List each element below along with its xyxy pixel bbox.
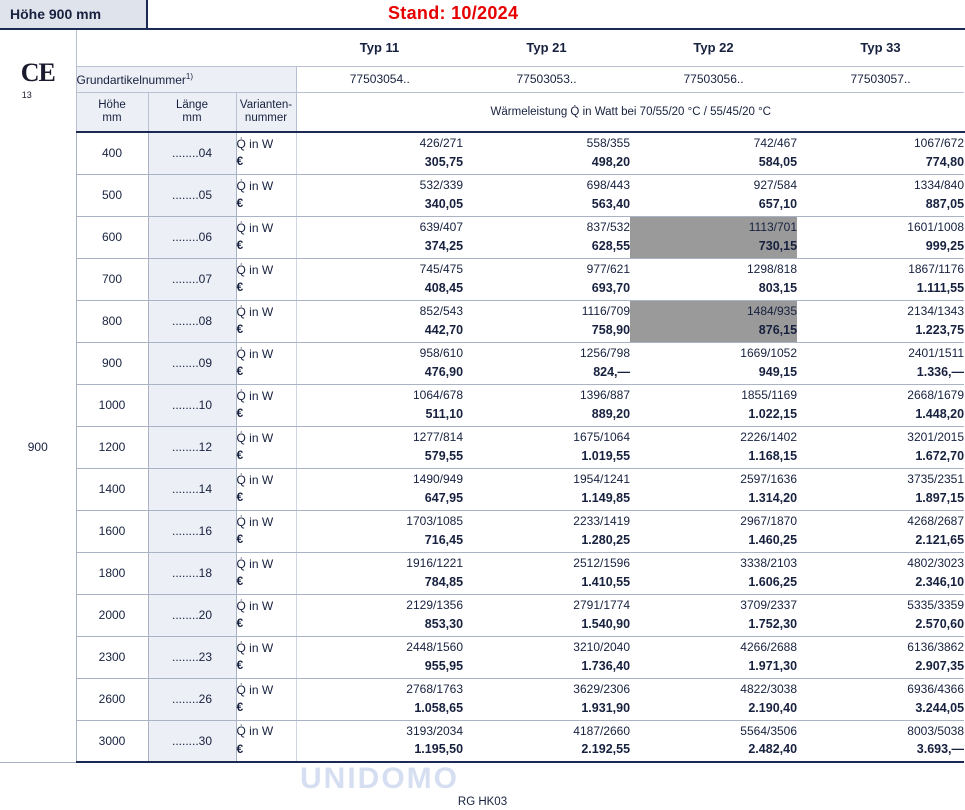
unit-euro-label: € [236,154,244,169]
unit-watt-label: Q̇ in W [236,220,274,235]
price-cell-t22 [630,720,797,762]
variant-number-cell: ........06 [148,216,236,258]
heat-output-value: 3629/2306 [573,682,631,697]
price-value: 579,55 [424,448,464,463]
price-value: 2.121,65 [915,532,965,547]
heat-output-value: 1855/1169 [741,388,798,403]
price-value: 1.336,— [916,364,965,379]
price-cell-t22 [630,174,797,216]
price-cell-t33 [797,720,964,762]
table-row [0,258,965,300]
price-value: 784,85 [424,574,464,589]
price-cell-t22 [630,342,797,384]
price-value: 1.931,90 [581,700,631,715]
price-cell-t11 [296,468,463,510]
price-cell-t22 [630,510,797,552]
price-cell-t33 [797,132,964,174]
unit-watt-label: Q̇ in W [236,136,274,151]
laenge-cell: 1400 [76,468,148,510]
heat-output-value: 1116/709 [581,304,631,319]
price-value: 340,05 [424,196,464,211]
type-header-row [0,30,965,66]
variant-number-cell: ........08 [148,300,236,342]
heat-output-value: 1675/1064 [573,430,631,445]
price-value: 693,70 [591,280,631,295]
price-cell-t21 [463,636,630,678]
price-value: 476,90 [424,364,464,379]
table-row [0,216,965,258]
heat-output-value: 1916/1221 [406,556,464,571]
unit-cell [236,216,296,258]
variant-number-cell: ........26 [148,678,236,720]
ce-mark-cell [0,30,76,132]
price-cell-t21 [463,174,630,216]
price-value: 1.540,90 [581,616,631,631]
laenge-cell: 1800 [76,552,148,594]
heat-output-value: 4266/2688 [740,640,798,655]
laenge-cell: 2300 [76,636,148,678]
heat-output-value: 1334/840 [913,178,965,193]
unit-euro-label: € [236,196,244,210]
price-cell-t11 [296,174,463,216]
height-title: Höhe 900 mm [0,0,148,28]
heat-output-value: 6136/3862 [907,640,965,655]
price-value: 1.168,15 [748,448,798,463]
heat-output-value: 745/475 [419,262,464,277]
table-row [0,174,965,216]
price-value: 511,10 [425,406,464,421]
price-cell-t21 [463,384,630,426]
variant-number-cell: ........10 [148,384,236,426]
price-cell-t22 [630,678,797,720]
heat-output-value: 639/407 [419,220,464,235]
laenge-cell: 1000 [76,384,148,426]
unit-watt-label: Q̇ in W [236,346,274,361]
price-value: 1.223,75 [915,322,965,337]
col-hoehe-header: Höhe mm [76,92,148,132]
unit-euro-label: € [236,658,244,672]
price-value: 1.019,55 [581,448,631,463]
table-row [0,636,965,678]
price-value: 657,10 [758,196,798,211]
unit-watt-label: Q̇ in W [236,598,274,613]
price-value: 887,05 [925,196,965,211]
unit-watt-label: Q̇ in W [236,430,274,445]
table-row [0,678,965,720]
price-cell-t21 [463,678,630,720]
price-cell-t22 [630,132,797,174]
laenge-cell: 2600 [76,678,148,720]
price-value: 730,15 [758,238,798,253]
heat-output-value: 532/339 [419,178,464,193]
price-cell-t21 [463,300,630,342]
heat-output-value: 8003/5038 [907,723,965,738]
unit-euro-label: € [236,322,244,336]
unit-euro-label: € [236,700,244,714]
unit-cell [236,720,296,762]
variant-number-cell: ........12 [148,426,236,468]
price-value: 628,55 [591,238,631,253]
price-value: 1.314,20 [748,490,798,505]
heat-output-value: 5335/3359 [907,598,965,613]
price-cell-t21 [463,258,630,300]
price-value: 305,75 [424,154,464,169]
price-cell-t22 [630,300,797,342]
price-cell-t11 [296,552,463,594]
unit-cell [236,678,296,720]
price-value: 758,90 [591,322,631,337]
unit-cell [236,594,296,636]
table-row [0,132,965,174]
unit-euro-label: € [236,448,244,462]
price-value: 1.971,30 [748,658,798,673]
heat-output-value: 3193/2034 [406,723,464,738]
heat-output-header: Wärmeleistung Q̇ in Watt bei 70/55/20 °C / 55/45/20 °C [296,92,965,132]
unit-watt-label: Q̇ in W [236,682,274,697]
watermark: UNIDOMO [300,762,459,795]
heat-output-value: 2233/1419 [573,514,631,529]
price-cell-t11 [296,636,463,678]
price-cell-t33 [797,174,964,216]
price-value: 1.022,15 [748,406,798,421]
variant-number-cell: ........04 [148,132,236,174]
heat-output-value: 558/355 [586,136,631,151]
price-value: 803,15 [758,280,798,295]
unit-cell [236,342,296,384]
price-cell-t11 [296,132,463,174]
price-value: 3.693,— [916,742,965,757]
heat-output-value: 4822/3038 [740,682,798,697]
price-cell-t11 [296,342,463,384]
heat-output-value: 4187/2660 [573,723,631,738]
unit-cell [236,552,296,594]
price-cell-t11 [296,258,463,300]
heat-output-value: 5564/3506 [740,723,798,738]
price-value: 2.346,10 [915,574,965,589]
heat-output-value: 698/443 [586,178,631,193]
price-value: 1.195,50 [414,742,464,757]
unit-watt-label: Q̇ in W [236,388,274,403]
heat-output-value: 1703/1085 [406,514,464,529]
heat-output-value: 1867/1176 [908,262,965,277]
price-cell-t21 [463,426,630,468]
article-number-1: 77503053.. [463,66,630,92]
article-number-2: 77503056.. [630,66,797,92]
price-value: 408,45 [424,280,464,295]
heat-output-value: 2401/1511 [908,346,965,361]
price-cell-t33 [797,510,964,552]
price-cell-t11 [296,384,463,426]
heat-output-value: 2226/1402 [740,430,798,445]
price-value: 949,15 [758,364,798,379]
page-header [0,0,965,30]
variant-number-cell: ........07 [148,258,236,300]
heat-output-value: 837/532 [586,220,631,235]
price-value: 647,95 [424,490,464,505]
table-row [0,468,965,510]
radiator-price-table [0,30,965,763]
heat-output-value: 2967/1870 [740,514,798,529]
heat-output-value: 3338/2103 [740,556,798,571]
price-cell-t33 [797,216,964,258]
price-value: 1.058,65 [414,700,464,715]
price-value: 2.570,60 [915,616,965,631]
price-cell-t33 [797,342,964,384]
price-value: 1.111,55 [916,280,965,295]
laenge-cell: 700 [76,258,148,300]
laenge-cell: 400 [76,132,148,174]
price-value: 2.907,35 [915,658,965,673]
unit-watt-label: Q̇ in W [236,304,274,319]
price-cell-t21 [463,216,630,258]
price-value: 2.190,40 [748,700,798,715]
price-value: 442,70 [424,322,464,337]
unit-euro-label: € [236,490,244,504]
heat-output-value: 426/271 [419,136,464,151]
price-cell-t22 [630,636,797,678]
price-value: 853,30 [424,616,464,631]
laenge-cell: 900 [76,342,148,384]
unit-euro-label: € [236,574,244,588]
price-value: 3.244,05 [915,700,965,715]
laenge-cell: 2000 [76,594,148,636]
variant-number-cell: ........18 [148,552,236,594]
table-row [0,300,965,342]
heat-output-value: 1298/818 [746,262,798,277]
article-number-label: Grundartikelnummer$^{1)}$ [76,66,296,92]
price-cell-t33 [797,468,964,510]
heat-output-value: 2597/1636 [740,472,798,487]
price-cell-t11 [296,216,463,258]
price-cell-t22 [630,216,797,258]
price-value: 1.410,55 [581,574,631,589]
unit-cell [236,174,296,216]
price-value: 876,15 [758,322,798,337]
heat-output-value: 958/610 [419,346,464,361]
price-cell-t22 [630,258,797,300]
unit-cell [236,258,296,300]
price-cell-t22 [630,384,797,426]
price-cell-t33 [797,678,964,720]
price-value: 584,05 [758,154,798,169]
unit-euro-label: € [236,532,244,546]
heat-output-value: 3210/2040 [573,640,631,655]
laenge-cell: 500 [76,174,148,216]
header-blank [76,30,296,66]
table-row [0,342,965,384]
price-value: 716,45 [424,532,464,547]
price-cell-t33 [797,300,964,342]
unit-watt-label: Q̇ in W [236,178,274,193]
laenge-cell: 600 [76,216,148,258]
price-cell-t21 [463,510,630,552]
heat-output-value: 1396/887 [579,388,631,403]
price-cell-t22 [630,594,797,636]
price-cell-t22 [630,426,797,468]
heat-output-value: 2668/1679 [907,388,965,403]
variant-number-cell: ........14 [148,468,236,510]
heat-output-value: 1954/1241 [573,472,631,487]
price-cell-t33 [797,636,964,678]
variant-number-cell: ........20 [148,594,236,636]
price-cell-t21 [463,468,630,510]
unit-cell [236,132,296,174]
unit-cell [236,510,296,552]
heat-output-value: 2134/1343 [907,304,965,319]
price-cell-t21 [463,132,630,174]
unit-watt-label: Q̇ in W [236,724,274,739]
heat-output-value: 6936/4366 [907,682,965,697]
unit-euro-label: € [236,238,244,252]
laenge-cell: 3000 [76,720,148,762]
price-value: 774,80 [925,154,965,169]
header-right [148,0,965,28]
price-value: 1.280,25 [581,532,631,547]
unit-watt-label: Q̇ in W [236,514,274,529]
heat-output-value: 1113/701 [748,220,798,235]
table-row [0,384,965,426]
unit-cell [236,300,296,342]
unit-euro-label: € [236,364,244,378]
subheader-row [0,92,965,132]
unit-cell [236,468,296,510]
unit-euro-label: € [236,616,244,630]
unit-watt-label: Q̇ in W [236,472,274,487]
price-cell-t11 [296,678,463,720]
heat-output-value: 852/543 [419,304,464,319]
unit-watt-label: Q̇ in W [236,640,274,655]
price-cell-t21 [463,720,630,762]
col-variant-header: Varianten- nummer [236,92,296,132]
price-value: 563,40 [591,196,631,211]
heat-output-value: 1669/1052 [740,346,798,361]
price-value: 1.672,70 [915,448,965,463]
price-value: 889,20 [591,406,631,421]
unit-euro-label: € [236,406,244,420]
laenge-cell: 1200 [76,426,148,468]
price-value: 2.192,55 [581,742,631,757]
laenge-cell: 1600 [76,510,148,552]
price-cell-t33 [797,426,964,468]
variant-number-cell: ........09 [148,342,236,384]
variant-number-cell: ........23 [148,636,236,678]
unit-cell [236,636,296,678]
heat-output-value: 4268/2687 [907,514,965,529]
heat-output-value: 977/621 [586,262,631,277]
price-cell-t11 [296,594,463,636]
heat-output-value: 4802/3023 [907,556,965,571]
heat-output-value: 2448/1560 [406,640,464,655]
heat-output-value: 3201/2015 [907,430,965,445]
price-cell-t33 [797,552,964,594]
unit-cell [236,426,296,468]
price-cell-t33 [797,384,964,426]
type-header-3: Typ 33 [860,40,901,56]
heat-output-value: 2768/1763 [406,682,464,697]
price-cell-t22 [630,552,797,594]
heat-output-value: 1067/672 [913,136,965,151]
table-row [0,720,965,762]
variant-number-cell: ........16 [148,510,236,552]
heat-output-value: 2129/1356 [406,598,464,613]
price-cell-t21 [463,594,630,636]
price-cell-t21 [463,342,630,384]
table-row [0,552,965,594]
table-row [0,510,965,552]
col-laenge-header: Länge mm [148,92,236,132]
heat-output-value: 1256/798 [579,346,631,361]
price-cell-t22 [630,468,797,510]
price-cell-t11 [296,300,463,342]
price-value: 1.606,25 [748,574,798,589]
variant-number-cell: ........30 [148,720,236,762]
price-cell-t33 [797,258,964,300]
unit-watt-label: Q̇ in W [236,262,274,277]
price-value: 1.897,15 [915,490,965,505]
unit-euro-label: € [236,280,244,294]
article-number-0: 77503054.. [296,66,463,92]
stand-date: Stand: 10/2024 [388,3,519,23]
price-cell-t11 [296,720,463,762]
price-value: 999,25 [925,238,965,253]
footer-code: RG HK03 [457,796,508,808]
heat-output-value: 1064/678 [412,388,464,403]
heat-output-value: 2791/1774 [573,598,631,613]
heat-output-value: 1277/814 [412,430,464,445]
unit-watt-label: Q̇ in W [236,556,274,571]
table-body [0,132,965,762]
heat-output-value: 742/467 [753,136,798,151]
variant-number-cell: ........05 [148,174,236,216]
table-row [0,426,965,468]
price-value: 1.752,30 [748,616,798,631]
price-cell-t11 [296,426,463,468]
price-value: 498,20 [591,154,631,169]
table-row [0,594,965,636]
heat-output-value: 2512/1596 [573,556,631,571]
laenge-cell: 800 [76,300,148,342]
price-value: 2.482,40 [748,742,798,757]
price-cell-t11 [296,510,463,552]
heat-output-value: 3709/2337 [740,598,798,613]
article-number-row [0,66,965,92]
price-value: 1.736,40 [581,658,631,673]
price-value: 374,25 [424,238,464,253]
heat-output-value: 3735/2351 [907,472,965,487]
heat-output-value: 927/584 [753,178,798,193]
heat-output-value: 1490/949 [412,472,464,487]
heat-output-value: 1601/1008 [907,220,965,235]
price-cell-t33 [797,594,964,636]
heat-output-value: 1484/935 [746,304,798,319]
unit-cell [236,384,296,426]
ce-icon: CE 13 [20,57,55,100]
price-value: 1.448,20 [915,406,965,421]
hoehe-value-cell: 900 [0,132,76,762]
price-value: 955,95 [424,658,464,673]
unit-euro-label: € [236,741,244,756]
article-number-3: 77503057.. [797,66,964,92]
price-cell-t21 [463,552,630,594]
type-header-2: Typ 22 [693,40,734,56]
price-value: 1.460,25 [748,532,798,547]
type-header-0: Typ 11 [359,40,400,56]
type-header-1: Typ 21 [526,40,567,56]
price-value: 824,— [593,364,631,379]
price-value: 1.149,85 [581,490,631,505]
